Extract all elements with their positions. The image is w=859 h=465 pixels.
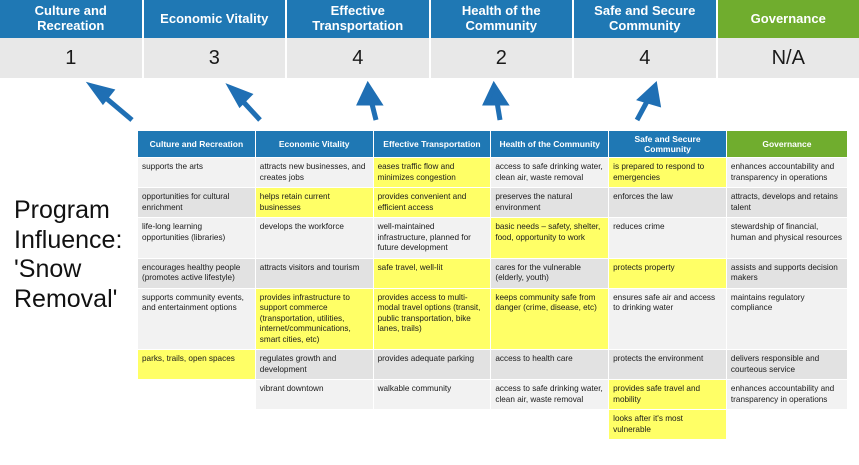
matrix-cell: basic needs – safety, shelter, food, opportunity to work [491, 218, 609, 259]
matrix-cell: supports the arts [138, 158, 256, 188]
matrix-cell: life-long learning opportunities (libraries) [138, 218, 256, 259]
matrix-cell: ensures safe air and access to drinking water [609, 288, 727, 350]
table-row [138, 258, 848, 288]
matrix-cell: maintains regulatory compliance [726, 288, 847, 350]
score-safe-and-secure-community: 4 [574, 38, 718, 78]
pillar-header-label: Governance [750, 10, 826, 26]
caption-line-1: Program [14, 196, 110, 224]
matrix-cell: access to safe drinking water, clean air, waste removal [491, 158, 609, 188]
pillar-header-label: Effective Transportation [312, 3, 404, 33]
matrix-header-culture-and-recreation: Culture and Recreation [138, 131, 256, 158]
matrix-cell: safe travel, well-lit [373, 258, 491, 288]
matrix-cell: is prepared to respond to emergencies [609, 158, 727, 188]
matrix-cell: eases traffic flow and minimizes congestion [373, 158, 491, 188]
matrix-cell: reduces crime [609, 218, 727, 259]
influence-arrow-icon-3 [360, 86, 379, 120]
matrix-cell-empty [138, 380, 256, 410]
matrix-cell: encourages healthy people (promotes active lifestyle) [138, 258, 256, 288]
matrix-cell: parks, trails, open spaces [138, 350, 256, 380]
matrix-cell: delivers responsible and courteous service [726, 350, 847, 380]
caption-line-3: 'Snow [14, 255, 82, 283]
matrix-cell: preserves the natural environment [491, 188, 609, 218]
matrix-cell: provides infrastructure to support commerce (transportation, utilities, internet/communications, smart cities, etc) [255, 288, 373, 350]
results-matrix-table [137, 130, 848, 440]
score-culture-and-recreation: 1 [0, 38, 144, 78]
table-row [138, 218, 848, 259]
score-economic-vitality: 3 [144, 38, 288, 78]
matrix-cell: attracts new businesses, and creates jobs [255, 158, 373, 188]
table-row [138, 410, 848, 440]
matrix-cell: cares for the vulnerable (elderly, youth) [491, 258, 609, 288]
matrix-cell: enhances accountability and transparency in operations [726, 158, 847, 188]
pillar-header-governance [718, 0, 859, 38]
influence-arrow-icon-2 [231, 88, 260, 120]
matrix-cell: enforces the law [609, 188, 727, 218]
matrix-cell: enhances accountability and transparency in operations [726, 380, 847, 410]
matrix-cell-empty [726, 410, 847, 440]
pillar-header-effective-transportation [287, 0, 431, 38]
table-row [138, 350, 848, 380]
pillar-header-label: Safe and Secure Community [594, 3, 696, 33]
matrix-cell-empty [138, 410, 256, 440]
pillar-header-economic-vitality [144, 0, 288, 38]
matrix-cell: stewardship of financial, human and physical resources [726, 218, 847, 259]
table-row [138, 188, 848, 218]
matrix-cell: well-maintained infrastructure, planned for future development [373, 218, 491, 259]
pillar-header-health-of-the-community [431, 0, 575, 38]
matrix-cell: provides convenient and efficient access [373, 188, 491, 218]
matrix-cell: provides access to multi-modal travel options (transit, public transportation, bike lanes, trails) [373, 288, 491, 350]
program-influence-caption [14, 196, 136, 314]
influence-arrow-icon-5 [637, 86, 658, 120]
matrix-header-economic-vitality: Economic Vitality [255, 131, 373, 158]
influence-arrow-icon-1 [92, 86, 132, 120]
matrix-cell: attracts visitors and tourism [255, 258, 373, 288]
caption-line-2: Influence: [14, 225, 123, 254]
matrix-header-safe-and-secure-community: Safe and Secure Community [609, 131, 727, 158]
matrix-header-row [138, 131, 848, 158]
influence-arrow-icon-4 [486, 86, 505, 120]
table-row [138, 158, 848, 188]
matrix-cell-empty [255, 410, 373, 440]
matrix-cell: helps retain current businesses [255, 188, 373, 218]
matrix-cell: attracts, develops and retains talent [726, 188, 847, 218]
matrix-cell-empty [491, 410, 609, 440]
matrix-cell: regulates growth and development [255, 350, 373, 380]
pillar-header-label: Culture and Recreation [34, 3, 107, 33]
score-effective-transportation: 4 [287, 38, 431, 78]
matrix-header-health-of-the-community: Health of the Community [491, 131, 609, 158]
matrix-cell: develops the workforce [255, 218, 373, 259]
pillar-header-bar [0, 0, 859, 38]
matrix-cell: assists and supports decision makers [726, 258, 847, 288]
score-governance: N/A [771, 46, 805, 69]
pillar-header-culture-and-recreation [0, 0, 144, 38]
matrix-cell: access to health care [491, 350, 609, 380]
pillar-header-safe-and-secure-community [574, 0, 718, 38]
table-row [138, 288, 848, 350]
matrix-cell-empty [373, 410, 491, 440]
pillar-header-label: Economic Vitality [160, 10, 269, 26]
matrix-cell: provides safe travel and mobility [609, 380, 727, 410]
arrow-group [0, 78, 859, 130]
score-health-of-the-community: 2 [431, 38, 575, 78]
matrix-cell: supports community events, and entertainment options [138, 288, 256, 350]
matrix-cell: access to safe drinking water, clean air, waste removal [491, 380, 609, 410]
pillar-score-row [0, 38, 859, 78]
matrix-cell: vibrant downtown [255, 380, 373, 410]
matrix-header-effective-transportation: Effective Transportation [373, 131, 491, 158]
matrix-cell: protects the environment [609, 350, 727, 380]
matrix-cell: provides adequate parking [373, 350, 491, 380]
matrix-cell: looks after it's most vulnerable [609, 410, 727, 440]
matrix-header-governance: Governance [726, 131, 847, 158]
matrix-cell: walkable community [373, 380, 491, 410]
matrix-cell: opportunities for cultural enrichment [138, 188, 256, 218]
caption-line-4: Removal' [14, 284, 118, 313]
matrix-cell: protects property [609, 258, 727, 288]
matrix-cell: keeps community safe from danger (crime, disease, etc) [491, 288, 609, 350]
table-row [138, 380, 848, 410]
pillar-header-label: Health of the Community [461, 3, 541, 33]
